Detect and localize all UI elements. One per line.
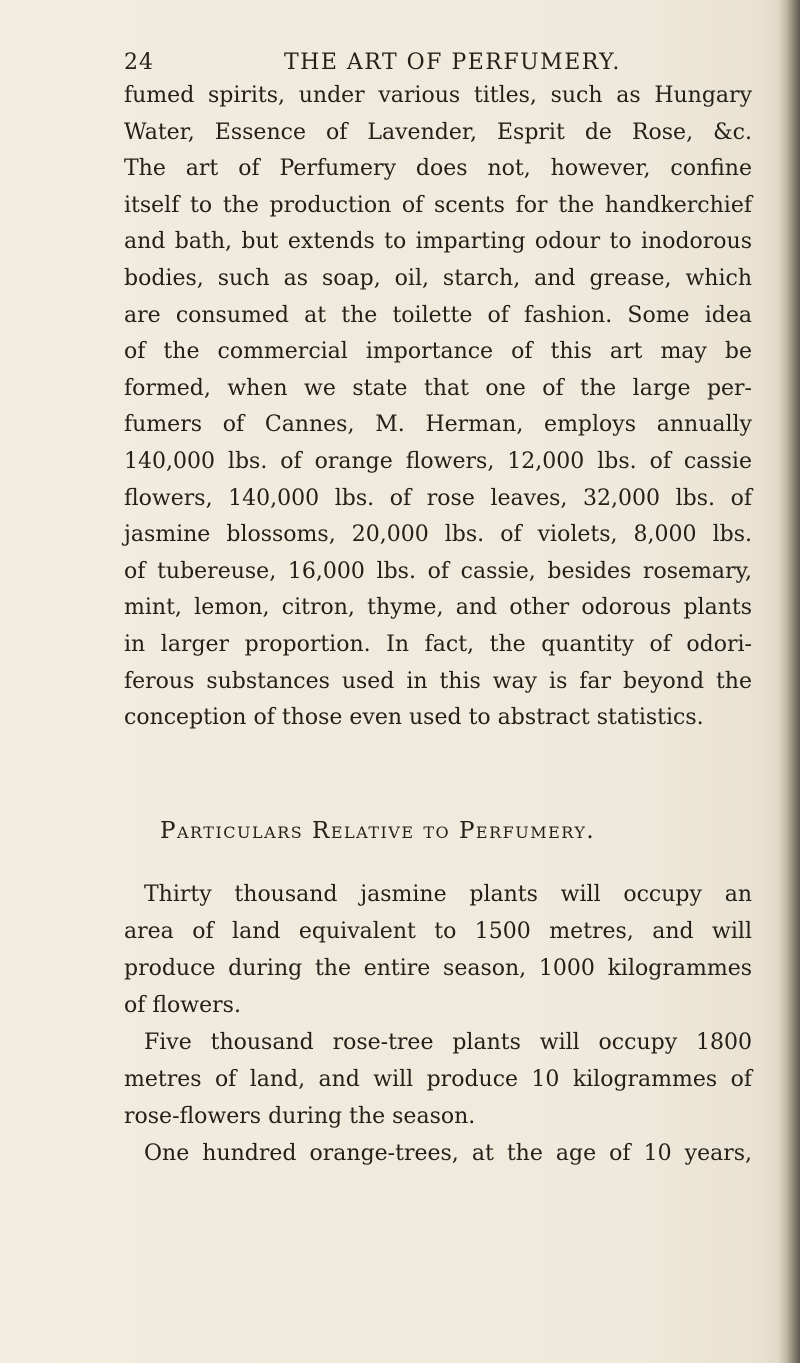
text-line: of the commercial importance of this art may be: [124, 339, 752, 365]
text-line: fumed spirits, under various titles, such as Hungary: [124, 83, 752, 108]
text-line: are consumed at the toilette of fashion. Some idea: [124, 302, 752, 328]
text-line: and bath, but extends to imparting odour to inodorous: [124, 229, 752, 255]
text-line: in larger proportion. In fact, the quantity of odori-: [124, 631, 752, 657]
text-line: The art of Perfumery does not, however, confine: [124, 156, 752, 182]
text-line: fumers of Cannes, M. Herman, employs annually: [124, 412, 752, 438]
text-line: Water, Essence of Lavender, Esprit de Rose, &c.: [124, 119, 752, 145]
text-line: flowers, 140,000 lbs. of rose leaves, 32,000 lbs. of: [124, 485, 752, 511]
text-line: of tubereuse, 16,000 lbs. of cassie, besides rosemary,: [124, 558, 752, 584]
text-line: jasmine blossoms, 20,000 lbs. of violets, 8,000 lbs.: [124, 522, 752, 548]
text-line: Five thousand rose-tree plants will occupy 1800: [144, 1030, 752, 1055]
text-line: rose-flowers during the season.: [124, 1104, 476, 1129]
text-line: One hundred orange-trees, at the age of 10 years,: [144, 1141, 752, 1166]
text-line: ferous substances used in this way is far beyond the: [124, 668, 752, 694]
text-line: of flowers.: [124, 993, 241, 1018]
page-number: 24: [124, 50, 154, 75]
text-line: Thirty thousand jasmine plants will occupy an: [144, 882, 752, 907]
paragraphs-after-heading: [124, 876, 752, 1172]
text-line: itself to the production of scents for the handkerchief: [124, 192, 752, 218]
text-line: bodies, such as soap, oil, starch, and grease, which: [124, 265, 752, 291]
section-heading: Particulars Relative to Perfumery.: [160, 818, 596, 844]
running-title: THE ART OF PERFUMERY.: [284, 50, 621, 75]
text-line: area of land equivalent to 1500 metres, and will: [124, 919, 752, 944]
text-line: formed, when we state that one of the large per-: [124, 375, 752, 401]
text-line: metres of land, and will produce 10 kilogrammes of: [124, 1067, 752, 1092]
text-line: conception of those even used to abstract statistics.: [124, 705, 704, 731]
paragraph-1: [124, 78, 752, 737]
text-line: 140,000 lbs. of orange flowers, 12,000 lbs. of cassie: [124, 448, 752, 474]
text-line: produce during the entire season, 1000 kilogrammes: [124, 956, 752, 981]
page-edge-shadow: [778, 0, 800, 1363]
text-line: mint, lemon, citron, thyme, and other odorous plants: [124, 595, 752, 621]
